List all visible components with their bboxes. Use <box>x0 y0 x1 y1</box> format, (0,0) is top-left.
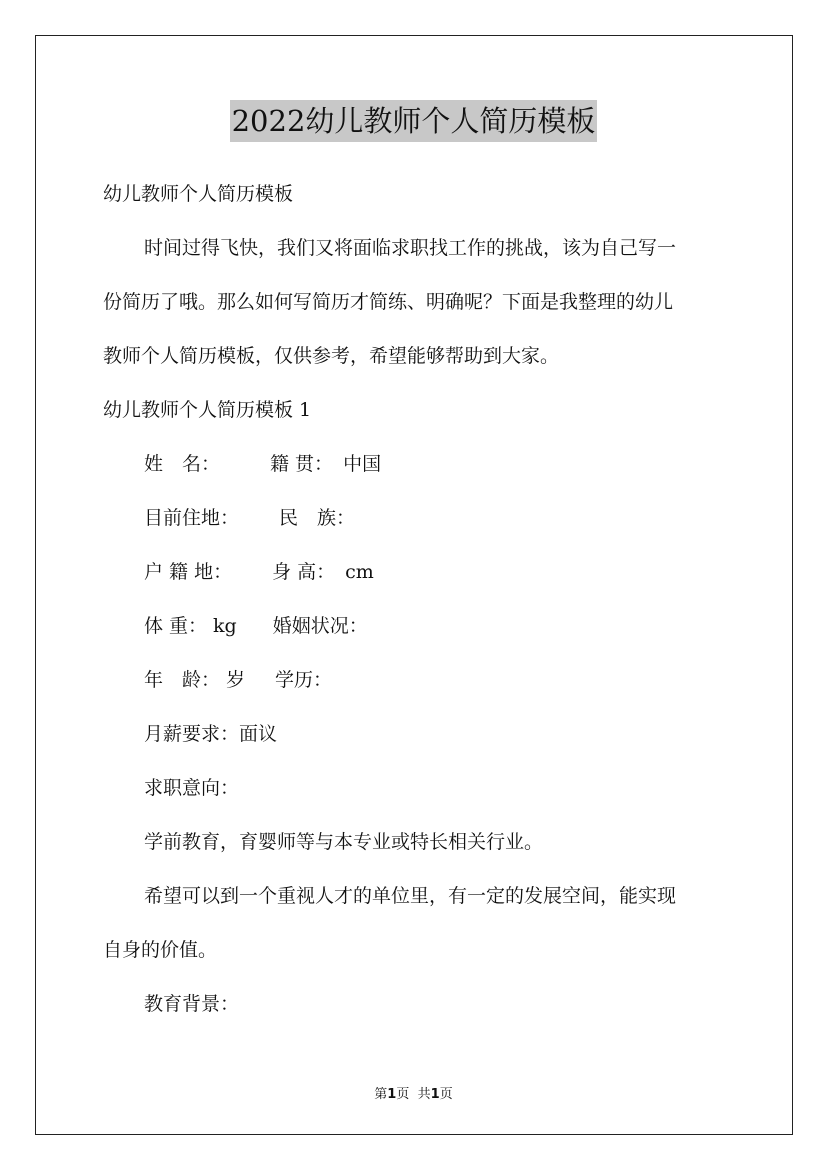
row-weight-marital <box>144 613 368 639</box>
row-name-native <box>144 451 381 477</box>
intro-line-2: 份简历了哦。那么如何写简历才简练、明确呢？下面是我整理的幼儿 <box>103 291 674 313</box>
document-title: 2022幼儿教师个人简历模板 <box>230 100 598 142</box>
name-label: 姓 名： <box>144 453 221 475</box>
row-salary <box>144 721 277 747</box>
age-label: 年 龄： <box>144 669 221 691</box>
total-suffix: 页 <box>439 1087 453 1102</box>
education-label: 学历： <box>275 669 333 691</box>
subtitle: 幼儿教师个人简历模板 <box>103 183 294 205</box>
page-footer <box>0 1083 827 1102</box>
page-number: 1 <box>387 1087 397 1102</box>
height-unit: cm <box>345 561 374 583</box>
weight-unit: kg <box>213 615 237 637</box>
row-hukou-height <box>144 559 374 585</box>
salary-label: 月薪要求： <box>144 723 240 745</box>
section-heading: 幼儿教师个人简历模板 1 <box>103 399 312 421</box>
height-label: 身 高： <box>272 561 336 583</box>
row-age-education <box>144 667 332 693</box>
intro-line-3: 教师个人简历模板，仅供参考，希望能够帮助到大家。 <box>103 345 560 367</box>
education-background-label: 教育背景： <box>144 993 240 1015</box>
total-prefix: 共 <box>417 1087 431 1102</box>
weight-label: 体 重： <box>144 615 208 637</box>
total-pages: 1 <box>430 1087 440 1102</box>
age-unit: 岁 <box>226 669 246 691</box>
intention-text: 学前教育，育婴师等与本专业或特长相关行业。 <box>144 831 544 853</box>
native-value: 中国 <box>343 453 382 475</box>
native-label: 籍 贯： <box>270 453 334 475</box>
hope-line-2: 自身的价值。 <box>103 939 218 961</box>
row-residence-ethnic <box>144 505 355 531</box>
page-prefix: 第 <box>374 1087 388 1102</box>
residence-label: 目前住地： <box>144 507 240 529</box>
ethnic-label: 民 族： <box>279 507 356 529</box>
title-container <box>0 100 827 142</box>
intro-line-1: 时间过得飞快，我们又将面临求职找工作的挑战，该为自己写一 <box>144 237 677 259</box>
hope-line-1: 希望可以到一个重视人才的单位里，有一定的发展空间，能实现 <box>144 885 677 907</box>
intention-label: 求职意向： <box>144 777 240 799</box>
hukou-label: 户 籍 地： <box>144 561 233 583</box>
salary-value: 面议 <box>239 723 278 745</box>
page-suffix: 页 <box>396 1087 410 1102</box>
marital-label: 婚姻状况： <box>272 615 368 637</box>
